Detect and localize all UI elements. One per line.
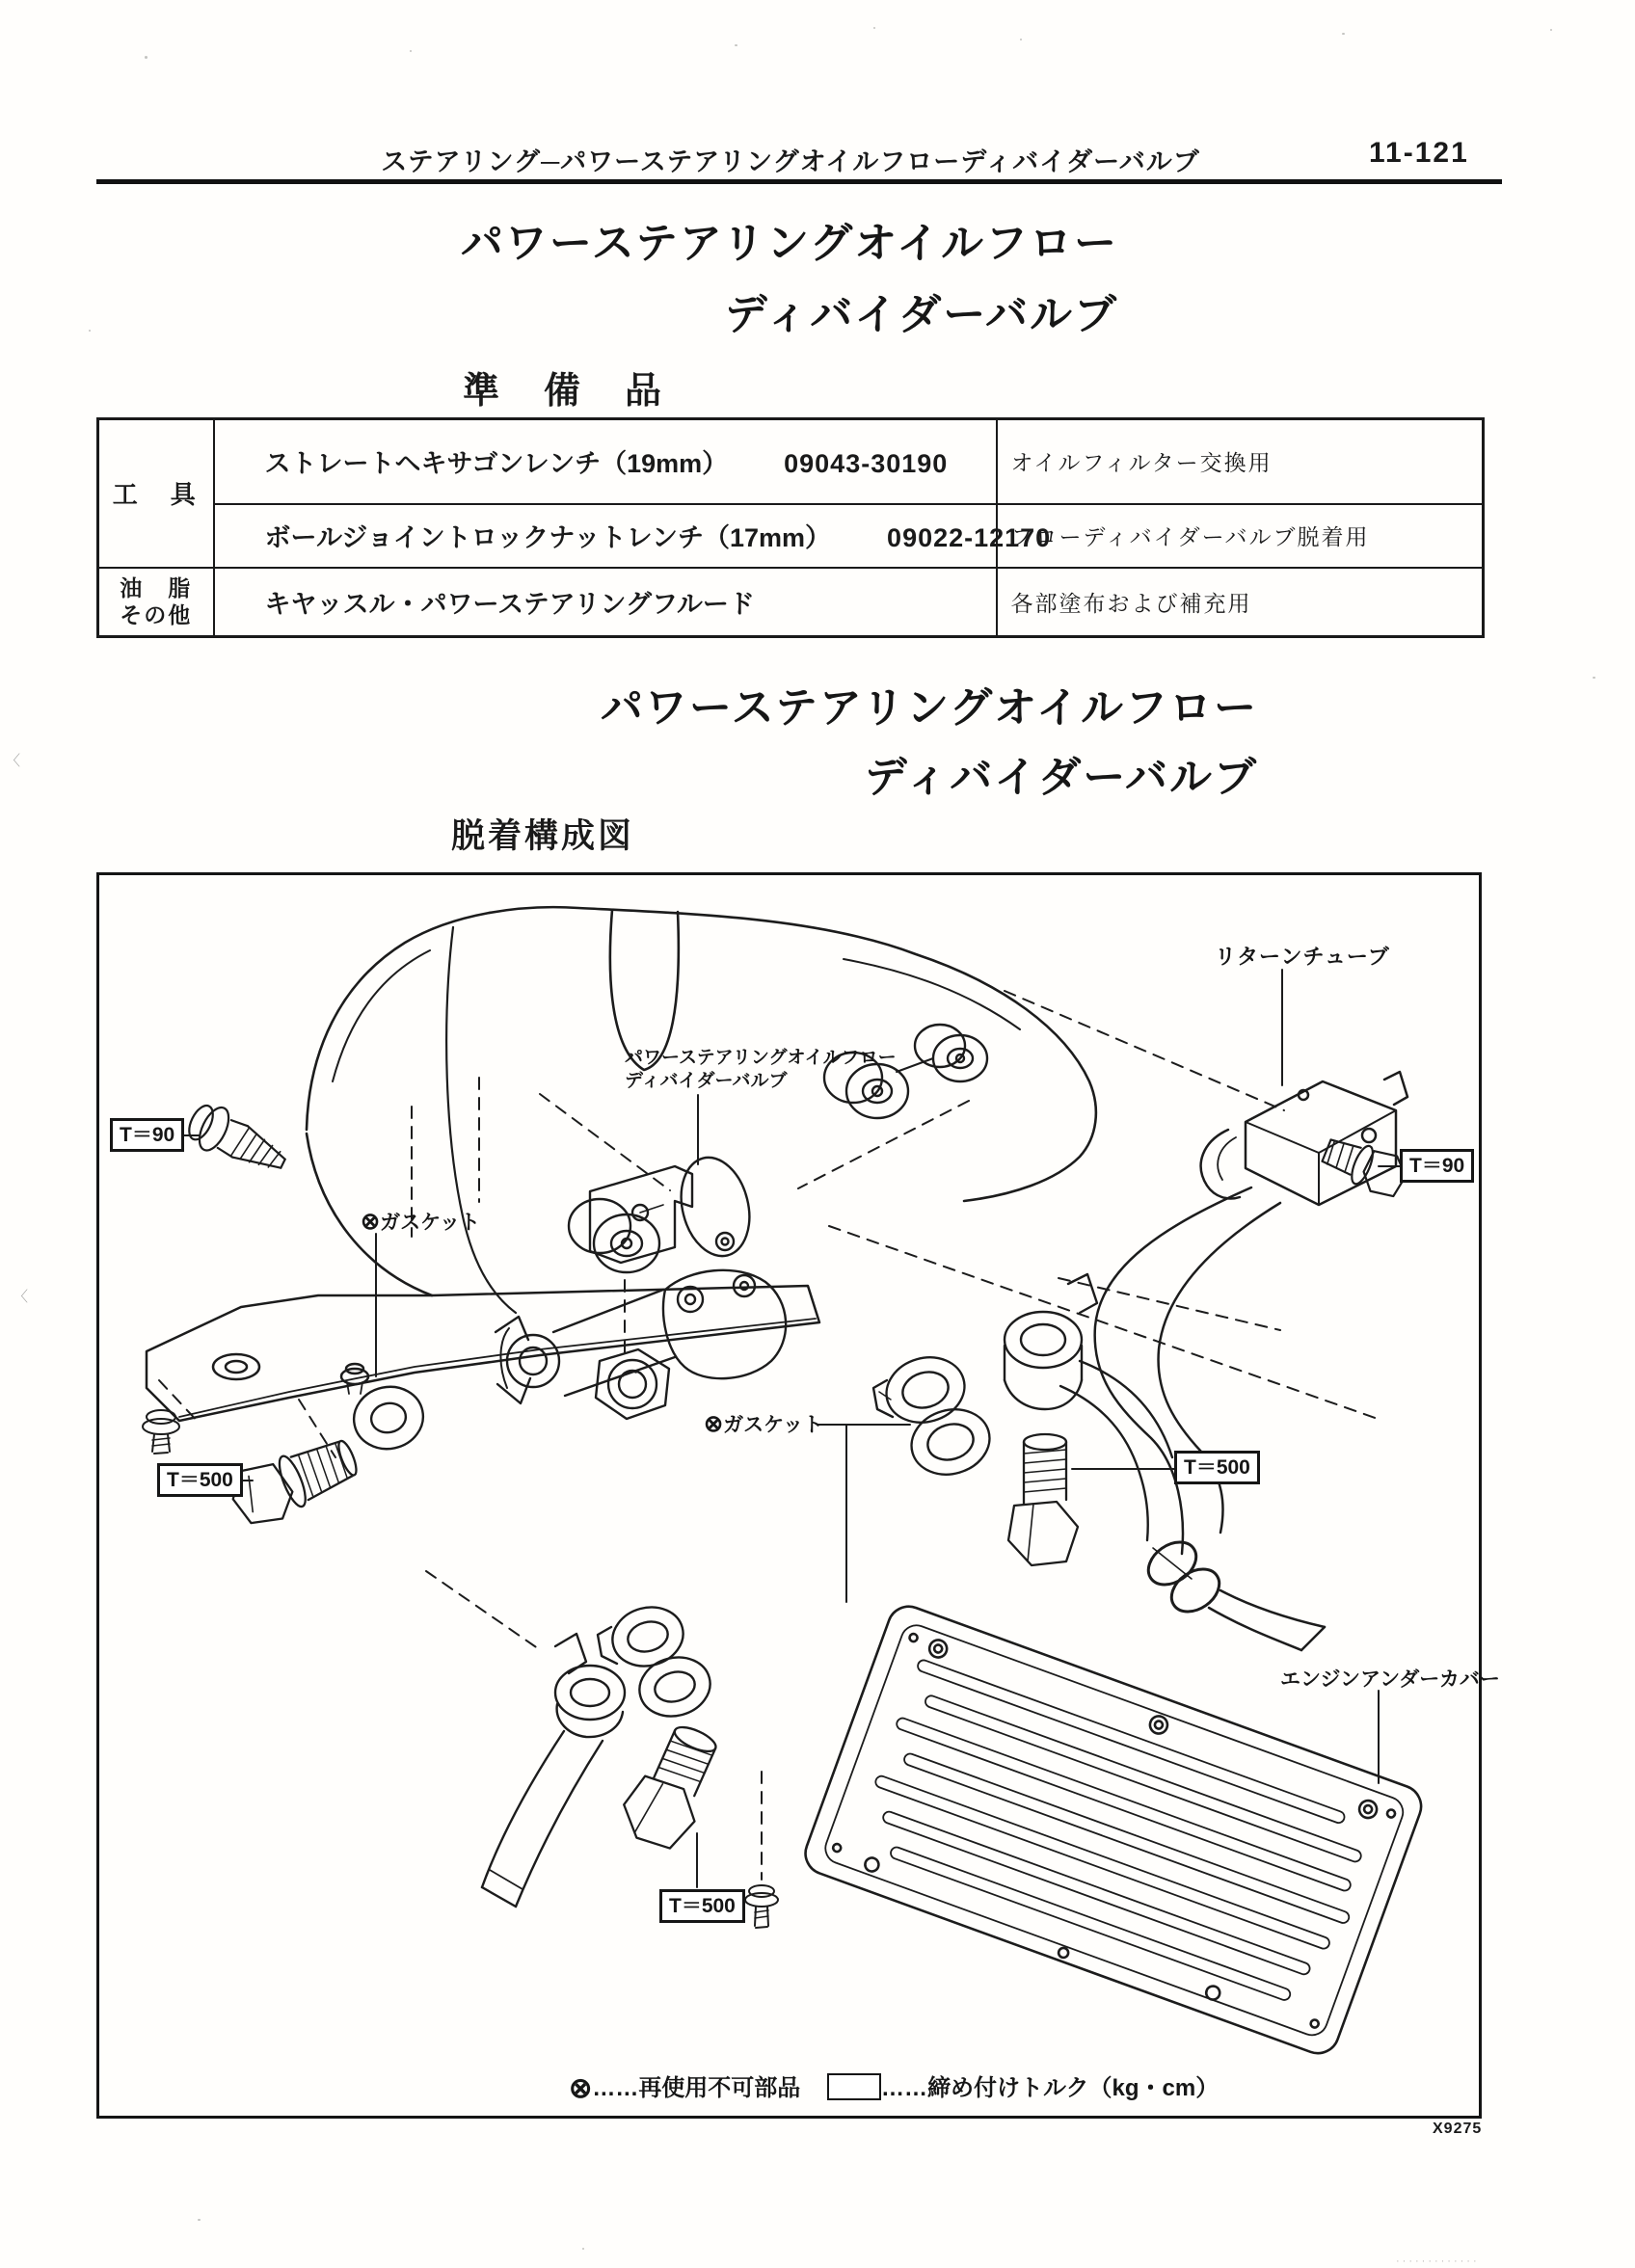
valve-label-line1: パワーステアリングオイルフロー — [625, 1048, 897, 1068]
return-tube-bracket-drawing — [1201, 1072, 1407, 1205]
prep-heading: 準 備 品 — [463, 371, 666, 412]
valve-label — [625, 1047, 897, 1093]
nonreusable-part-icon: ⊗ — [704, 1411, 724, 1437]
torque-box-t90: T＝90 — [1400, 1149, 1474, 1183]
table-row — [98, 568, 1484, 637]
scan-noise-dot — [1593, 677, 1595, 679]
legend-nonreusable — [569, 2068, 800, 2105]
scan-noise-dot — [735, 44, 737, 46]
legend-nonreusable-text: 再使用不可部品 — [638, 2075, 801, 2101]
tool-name: ボールジョイントロックナットレンチ（17mm） — [264, 523, 832, 552]
union-bolt-icon — [1008, 1434, 1078, 1565]
scan-noise-dot — [410, 50, 412, 52]
scan-noise-dot — [582, 2248, 584, 2250]
mount-bracket-drawing — [147, 1286, 819, 1421]
scan-noise-dot — [1342, 33, 1345, 35]
engine-block-drawing — [307, 907, 1096, 1313]
breadcrumb: ステアリング─パワーステアリングオイルフローディバイダーバルブ — [381, 147, 1200, 176]
tool-item-cell — [214, 419, 997, 504]
small-bolt-icon — [745, 1885, 778, 1928]
scan-noise-dot — [1550, 29, 1552, 31]
header-rule — [96, 179, 1502, 184]
tool-name: ストレートヘキサゴンレンチ（19mm） — [264, 449, 729, 479]
legend-torque-text: 締め付けトルク（kg・cm） — [927, 2075, 1220, 2101]
scan-margin-mark: 〈 — [6, 753, 21, 769]
valve-label-line2: ディバイダーバルブ — [625, 1071, 788, 1091]
gasket-label-text: ガスケット — [723, 1414, 824, 1436]
scan-edge-dots: ············· — [1396, 2255, 1480, 2267]
scan-noise-dot — [873, 27, 875, 29]
legend-dots: …… — [592, 2075, 639, 2101]
scan-noise-dot — [198, 2219, 201, 2221]
prep-table — [96, 417, 1485, 638]
torque-box-icon — [827, 2073, 881, 2100]
torque-box-t500: T＝500 — [1174, 1451, 1260, 1484]
union-bolt-icon — [614, 1716, 729, 1856]
scan-noise-dot — [89, 330, 91, 332]
category-oil-line1: 油 脂 — [120, 575, 193, 601]
engine-under-cover-label: エンジンアンダーカバー — [1280, 1668, 1500, 1691]
purpose-cell: フローディバイダーバルブ脱着用 — [997, 504, 1484, 568]
tool-item-cell — [214, 504, 1052, 568]
section-title-line2: ディバイダーバルブ — [864, 754, 1258, 801]
figure-code: X9275 — [1433, 2121, 1483, 2137]
category-tools-cell — [98, 419, 214, 568]
torque-box-t500: T＝500 — [659, 1889, 745, 1923]
gasket-pair-icon — [598, 1599, 717, 1723]
bolt-icon — [182, 1098, 293, 1184]
category-tools-label: 工 具 — [112, 480, 200, 510]
category-oil-cell — [98, 568, 214, 637]
part-number: 09043-30190 — [784, 449, 949, 479]
purpose-cell: 各部塗布および補充用 — [997, 568, 1484, 637]
fluid-item-cell — [214, 568, 997, 637]
category-oil-line2: その他 — [120, 602, 193, 628]
legend-torque — [827, 2068, 1219, 2102]
return-hoses-drawing — [1095, 1187, 1325, 1650]
page-number: 11-121 — [1369, 137, 1469, 169]
part-number: 09022-12170 — [887, 523, 1052, 552]
gasket-pair-icon — [873, 1348, 998, 1483]
section-title-line1: パワーステアリングオイルフロー — [600, 684, 1258, 732]
banjo-eye-fitting-drawing — [482, 1634, 625, 1907]
return-tube-label: リターンチューブ — [1215, 945, 1390, 969]
scan-noise-dot — [145, 56, 147, 59]
torque-box-t500: T＝500 — [157, 1463, 243, 1497]
main-title-line2: ディバイダーバルブ — [724, 291, 1118, 338]
gasket-label — [704, 1409, 823, 1438]
legend-dots: …… — [881, 2075, 927, 2101]
scan-noise-dot — [1020, 39, 1022, 40]
nonreusable-part-icon: ⊗ — [361, 1209, 381, 1235]
diagram-heading: 脱着構成図 — [451, 817, 635, 855]
table-row — [98, 419, 1484, 504]
fluid-name: キヤッスル・パワーステアリングフルード — [264, 589, 755, 619]
gasket-label — [361, 1207, 480, 1236]
union-bolt-icon — [225, 1430, 365, 1534]
banjo-eye-fitting-drawing — [1005, 1274, 1172, 1540]
gasket-label-text: ガスケット — [380, 1212, 481, 1234]
main-title-line1: パワーステアリングオイルフロー — [460, 220, 1118, 267]
torque-box-t90: T＝90 — [110, 1118, 184, 1152]
table-row — [98, 504, 1484, 568]
nonreusable-part-icon: ⊗ — [569, 2073, 593, 2104]
flow-divider-valve-drawing — [496, 1150, 786, 1419]
scan-margin-mark: 〈 — [13, 1289, 29, 1305]
purpose-cell: オイルフィルター交換用 — [997, 419, 1484, 504]
